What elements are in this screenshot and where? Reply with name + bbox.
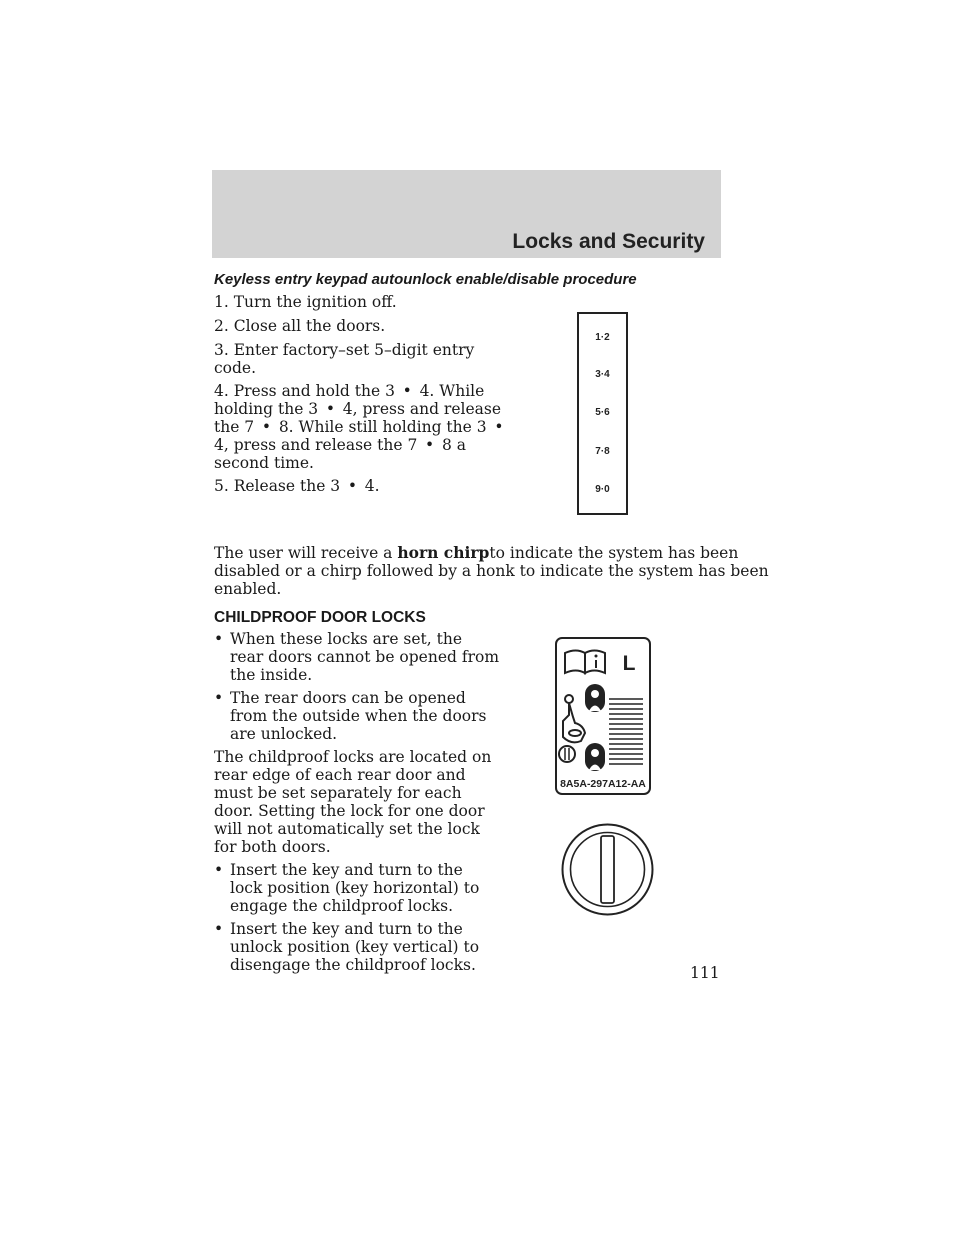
childproof-paragraph-line1: The childproof locks are located on (214, 748, 492, 766)
step-2: 2. Close all the doors. (214, 317, 386, 335)
page-number: 111 (690, 964, 720, 982)
bullet-marker: • (214, 920, 224, 938)
step-1: 1. Turn the ignition off. (214, 293, 397, 311)
bullet-marker: • (214, 861, 224, 879)
keypad-key-3-4: 3·4 (595, 369, 610, 380)
step-3-line1: 3. Enter factory–set 5–digit entry (214, 341, 475, 359)
keypad-illustration (577, 312, 628, 515)
bullet3-line3: engage the childproof locks. (230, 897, 454, 915)
part-number: 8A5A-297A12-AA (560, 778, 646, 790)
key-slot-icon (601, 836, 614, 903)
childproof-paragraph-line5: will not automatically set the lock (214, 820, 480, 838)
chirp-text-before: The user will receive a (214, 544, 398, 562)
bullet4-line1: Insert the key and turn to the (230, 920, 463, 938)
bullet1-line1: When these locks are set, the (230, 630, 463, 648)
bullet4-line2: unlock position (key vertical) to (230, 938, 480, 956)
step-4-line3: the 7 • 8. While still holding the 3 • (214, 418, 504, 436)
keypad-key-7-8: 7·8 (595, 446, 610, 457)
chirp-paragraph-line1 (214, 544, 738, 562)
chirp-text-after: to indicate the system has been (489, 544, 739, 562)
child-locked-icon (585, 684, 605, 712)
keypad-key-1-2: 1·2 (595, 332, 610, 343)
step-4-line1: 4. Press and hold the 3 • 4. While (214, 382, 485, 400)
section-title: Locks and Security (512, 230, 705, 253)
bullet2-line3: are unlocked. (230, 725, 338, 743)
bullet3-line2: lock position (key horizontal) to (230, 879, 480, 897)
bullet4-line3: disengage the childproof locks. (230, 956, 476, 974)
chirp-paragraph-line2: disabled or a chirp followed by a honk to indicate the system has been (214, 562, 769, 580)
bullet-marker: • (214, 689, 224, 707)
childproof-lock-label-illustration (555, 637, 651, 795)
step-5: 5. Release the 3 • 4. (214, 477, 380, 495)
section-header-band (212, 170, 721, 258)
bullet-marker: • (214, 630, 224, 648)
bullet2-line1: The rear doors can be opened (230, 689, 466, 707)
step-3-line2: code. (214, 359, 257, 377)
step-4-line4: 4, press and release the 7 • 8 a (214, 436, 466, 454)
step-4-line2: holding the 3 • 4, press and release (214, 400, 502, 418)
bullet3-line1: Insert the key and turn to the (230, 861, 463, 879)
label-border (556, 638, 650, 794)
bullet1-line2: rear doors cannot be opened from (230, 648, 500, 666)
bullet2-line2: from the outside when the doors (230, 707, 487, 725)
childproof-paragraph-line3: must be set separately for each (214, 784, 462, 802)
chirp-paragraph-line3: enabled. (214, 580, 282, 598)
childproof-lock-dial-illustration (561, 823, 654, 916)
lock-letter: L (622, 652, 636, 675)
chirp-bold-text: horn chirp (397, 543, 490, 562)
step-4-line5: second time. (214, 454, 314, 472)
procedure-heading: Keyless entry keypad autounlock enable/disable procedure (214, 271, 637, 288)
childproof-paragraph-line4: door. Setting the lock for one door (214, 802, 485, 820)
childproof-paragraph-line6: for both doors. (214, 838, 331, 856)
keypad-key-9-0: 9·0 (595, 484, 610, 495)
keypad-key-5-6: 5·6 (595, 407, 610, 418)
bullet1-line3: the inside. (230, 666, 313, 684)
childproof-paragraph-line2: rear edge of each rear door and (214, 766, 466, 784)
childproof-heading: CHILDPROOF DOOR LOCKS (214, 609, 426, 626)
